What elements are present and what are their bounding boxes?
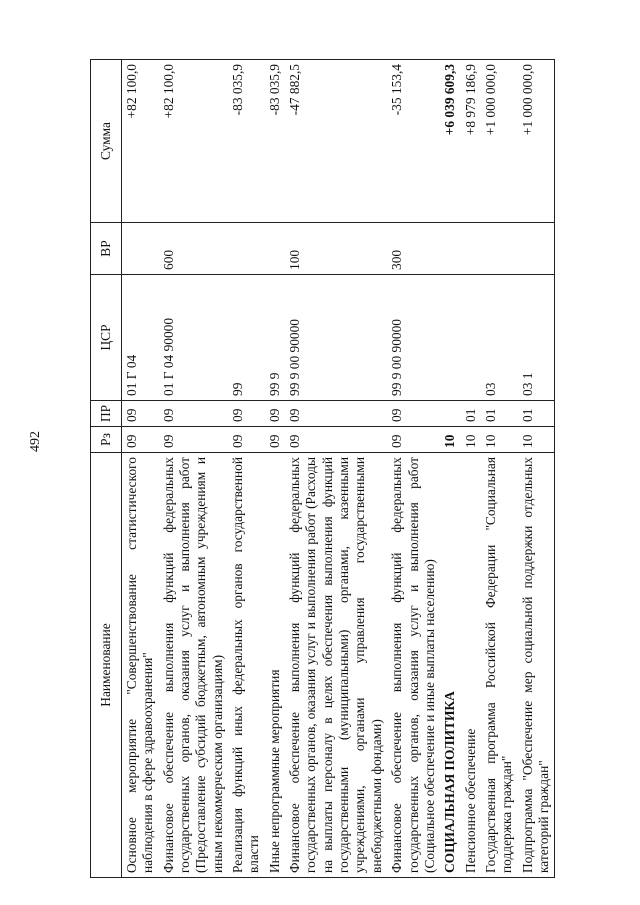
row-rz: 10 bbox=[481, 427, 518, 453]
table-row bbox=[159, 60, 228, 878]
row-vr bbox=[518, 223, 555, 275]
row-name: Иные непрограммные мероприятия bbox=[265, 453, 285, 878]
row-csr: 03 bbox=[481, 275, 518, 401]
row-sum: +8 979 186,9 bbox=[461, 60, 481, 223]
row-csr: 99 bbox=[228, 275, 265, 401]
row-csr: 99 9 bbox=[265, 275, 285, 401]
row-name: Финансовое обеспечение выполнения функций федеральных государственных органов, оказания услуг и выполнения работ (Предоставление субсидий бюджетным, автономным учреждениям и иным некоммерческим организациям) bbox=[159, 453, 228, 878]
row-sum: +1 000 000,0 bbox=[518, 60, 555, 223]
table-row bbox=[387, 60, 440, 878]
row-sum: +82 100,0 bbox=[122, 60, 159, 223]
row-vr bbox=[481, 223, 518, 275]
header-sum: Сумма bbox=[91, 60, 122, 223]
row-rz: 10 bbox=[461, 427, 481, 453]
row-rz: 09 bbox=[285, 427, 387, 453]
table-row bbox=[461, 60, 481, 878]
row-vr: 100 bbox=[285, 223, 387, 275]
row-pr: 09 bbox=[265, 401, 285, 427]
header-vr: ВР bbox=[91, 223, 122, 275]
row-pr: 09 bbox=[228, 401, 265, 427]
row-csr: 99 9 00 90000 bbox=[387, 275, 440, 401]
row-sum: -35 153,4 bbox=[387, 60, 440, 223]
table-row bbox=[228, 60, 265, 878]
row-pr: 09 bbox=[387, 401, 440, 427]
table-row bbox=[440, 60, 460, 878]
row-vr bbox=[122, 223, 159, 275]
row-sum: +82 100,0 bbox=[159, 60, 228, 223]
header-pr: ПР bbox=[91, 401, 122, 427]
row-pr bbox=[440, 401, 460, 427]
table-row bbox=[285, 60, 387, 878]
row-rz: 10 bbox=[518, 427, 555, 453]
header-rz: Рз bbox=[91, 427, 122, 453]
table-row bbox=[265, 60, 285, 878]
budget-table bbox=[90, 59, 555, 878]
row-csr: 01 Г 04 90000 bbox=[159, 275, 228, 401]
row-name: СОЦИАЛЬНАЯ ПОЛИТИКА bbox=[440, 453, 460, 878]
row-sum: -83 035,9 bbox=[265, 60, 285, 223]
row-vr: 600 bbox=[159, 223, 228, 275]
row-vr bbox=[228, 223, 265, 275]
row-name: Реализация функций иных федеральных органов государственной власти bbox=[228, 453, 265, 878]
row-vr: 300 bbox=[387, 223, 440, 275]
row-csr: 01 Г 04 bbox=[122, 275, 159, 401]
row-pr: 01 bbox=[518, 401, 555, 427]
row-pr: 09 bbox=[285, 401, 387, 427]
table-row bbox=[481, 60, 518, 878]
row-sum: -47 882,5 bbox=[285, 60, 387, 223]
row-name: Финансовое обеспечение выполнения функций федеральных государственных органов, оказания услуг и выполнения работ (Расходы на выплаты персоналу в целях обеспечения выполнения функций государственными (муниципальными) органами, казенными учреждениями, органами управления государственными внебюджетными фондами) bbox=[285, 453, 387, 878]
rotated-budget-table-container bbox=[90, 60, 605, 878]
header-csr: ЦСР bbox=[91, 275, 122, 401]
row-name: Пенсионное обеспечение bbox=[461, 453, 481, 878]
row-vr bbox=[461, 223, 481, 275]
row-pr: 01 bbox=[481, 401, 518, 427]
row-name: Основное мероприятие "Совершенствование статистического наблюдения в сфере здравоохранения" bbox=[122, 453, 159, 878]
row-pr: 01 bbox=[461, 401, 481, 427]
table-header-row bbox=[91, 60, 122, 878]
page-number: 492 bbox=[28, 431, 43, 452]
row-pr: 09 bbox=[159, 401, 228, 427]
row-sum: +6 039 609,3 bbox=[440, 60, 460, 223]
row-vr bbox=[440, 223, 460, 275]
row-csr bbox=[440, 275, 460, 401]
row-csr: 03 1 bbox=[518, 275, 555, 401]
row-csr bbox=[461, 275, 481, 401]
header-name: Наименование bbox=[91, 453, 122, 878]
table-row bbox=[122, 60, 159, 878]
row-pr: 09 bbox=[122, 401, 159, 427]
row-name: Финансовое обеспечение выполнения функций федеральных государственных органов, оказания услуг и выполнения работ (Социальное обеспечение и иные выплаты населению) bbox=[387, 453, 440, 878]
row-csr: 99 9 00 90000 bbox=[285, 275, 387, 401]
row-name: Подпрограмма "Обеспечение мер социальной поддержки отдельных категорий граждан" bbox=[518, 453, 555, 878]
row-rz: 09 bbox=[228, 427, 265, 453]
row-rz: 09 bbox=[387, 427, 440, 453]
table-row bbox=[518, 60, 555, 878]
row-rz: 09 bbox=[265, 427, 285, 453]
row-rz: 09 bbox=[159, 427, 228, 453]
row-rz: 09 bbox=[122, 427, 159, 453]
row-rz: 10 bbox=[440, 427, 460, 453]
row-name: Государственная программа Российской Федерации "Социальная поддержка граждан" bbox=[481, 453, 518, 878]
row-sum: -83 035,9 bbox=[228, 60, 265, 223]
row-sum: +1 000 000,0 bbox=[481, 60, 518, 223]
row-vr bbox=[265, 223, 285, 275]
